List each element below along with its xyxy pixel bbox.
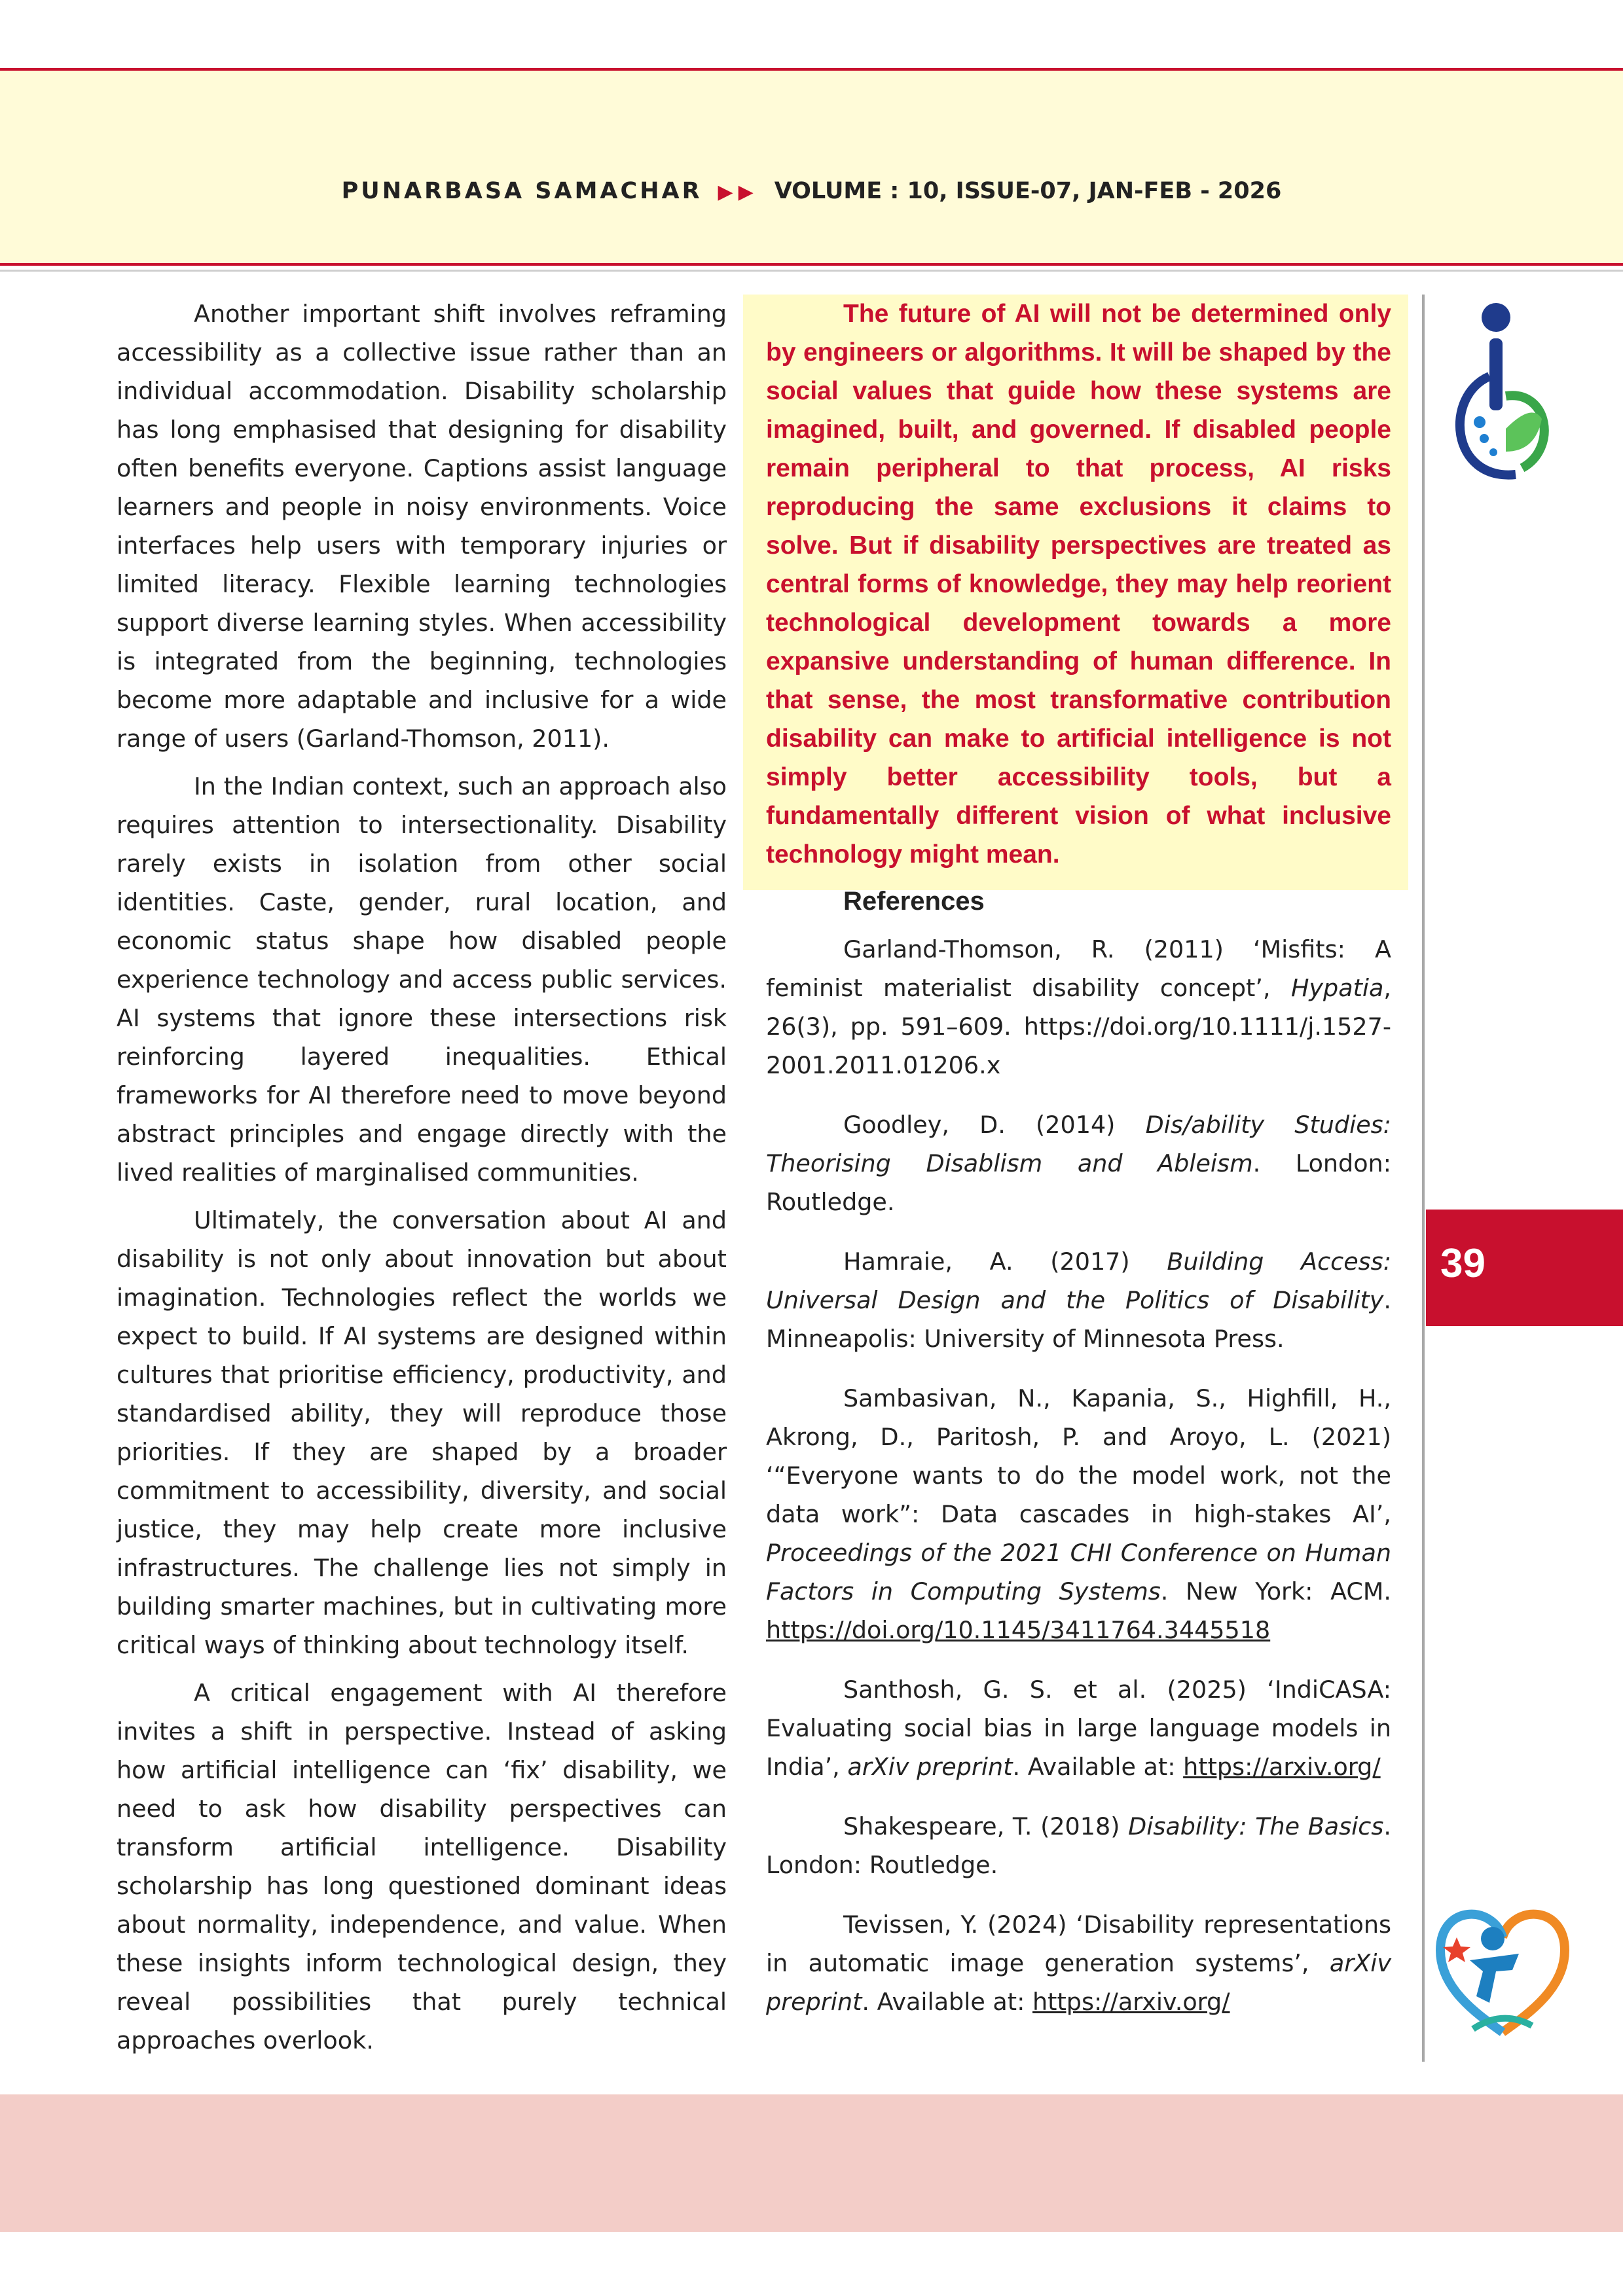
reference-item: Santhosh, G. S. et al. (2025) ‘IndiCASA: Evaluating social bias in large language models in India’, arXiv preprint. Available at: https://arxiv.org/ (766, 1676, 1391, 1781)
header-divider (0, 270, 1623, 272)
running-header (0, 178, 1623, 204)
reference-item: Sambasivan, N., Kapania, S., Highfill, H., Akrong, D., Paritosh, P. and Aroyo, L. (2021) ‘“Everyone wants to do the model work, not the data work”: Data cascades in high-stakes AI’, Proceedings of the 2021 CHI Conference on Human Factors in Computing Systems. New York: ACM. https://doi.org/10.1145/3411764.3445518 (766, 1384, 1392, 1644)
issue-info: VOLUME : 10, ISSUE-07, JAN-FEB - 2026 (774, 178, 1282, 204)
body-paragraph: A critical engagement with AI therefore invites a shift in perspective. Instead of asking how artificial intelligence can ‘fix’ disability, we need to ask how disability perspectives can transform artificial intelligence. Disability scholarship has long questioned dominant ideas about normality, independence, and value. When these insights inform technological design, they reveal possibilities that purely technical approaches overlook. (117, 1679, 727, 2054)
publication-name: PUNARBASA SAMACHAR (341, 178, 702, 204)
reference-item: Garland-Thomson, R. (2011) ‘Misfits: A feminist materialist disability concept’, Hypatia, 26(3), pp. 591–609. https://doi.org/10.1111/j.1527-2001.2011.01206.x (766, 935, 1391, 1079)
references-heading: References (843, 887, 985, 916)
arrow-icon: ▶▶ (718, 181, 759, 204)
body-paragraph: Ultimately, the conversation about AI and disability is not only about innovation but about imagination. Technologies reflect the worlds we expect to build. If AI systems are designed within cultures that prioritise efficiency, productivity, and standardised ability, they will reproduce those priorities. If they are shaped by a broader commitment to accessibility, diversity, and social justice, they may help create more inclusive infrastructures. The challenge lies not simply in building smarter machines, but in cultivating more critical ways of thinking about technology itself. (117, 1206, 727, 1659)
margin-rule (1422, 295, 1425, 2062)
body-paragraph: In the Indian context, such an approach also requires attention to intersectionality. Disability rarely exists in isolation from other social identities. Caste, gender, rural location, and economic status shape how disabled people experience technology and access public services. AI systems that ignore these intersections risk reinforcing layered inequalities. Ethical frameworks for AI therefore need to move beyond abstract principles and engage directly with the lived realities of marginalised communities. (117, 772, 727, 1187)
reference-item: Shakespeare, T. (2018) Disability: The Basics. London: Routledge. (766, 1812, 1391, 1879)
left-column (117, 295, 727, 2069)
page-number: 39 (1440, 1241, 1486, 1286)
highlight-text: The future of AI will not be determined only by engineers or algorithms. It will be shaped by the social values that guide how these systems are imagined, built, and governed. If disabled people remain peripheral to that process, AI risks reproducing the same exclusions it claims to solve. But if disability perspectives are treated as central forms of knowledge, they may help reorient technological development towards a more expansive understanding of human difference. In that sense, the most transformative contribution disability can make to artificial intelligence is not simply better accessibility tools, but a fundamentally different vision of what inclusive technology might mean. (766, 300, 1391, 869)
reference-item: Tevissen, Y. (2024) ‘Disability representations in automatic image generation systems’, arXiv preprint. Available at: https://arxiv.org/ (766, 1910, 1391, 2016)
footer-band (0, 2094, 1623, 2232)
reference-item: Hamraie, A. (2017) Building Access: Universal Design and the Politics of Disability. Minneapolis: University of Minnesota Press. (766, 1247, 1391, 1353)
reference-link[interactable]: https://arxiv.org/ (1032, 1988, 1230, 2016)
reference-item: Goodley, D. (2014) Dis/ability Studies: Theorising Disablism and Ableism. London: Routledge. (766, 1111, 1391, 1216)
references-section (766, 882, 1391, 2042)
wheelchair-logo-icon (1444, 298, 1555, 494)
heart-figure-logo-icon (1434, 1898, 1571, 2049)
body-paragraph: Another important shift involves reframing accessibility as a collective issue rather than an individual accommodation. Disability scholarship has long emphasised that designing for disability often benefits everyone. Captions assist language learners and people in noisy environments. Voice interfaces help users with temporary injuries or limited literacy. Flexible learning technologies support diverse learning styles. When accessibility is integrated from the beginning, technologies become more adaptable and inclusive for a wide range of users (Garland-Thomson, 2011). (117, 300, 727, 753)
reference-link[interactable]: https://arxiv.org/ (1183, 1753, 1381, 1781)
header-band (0, 68, 1623, 266)
reference-link[interactable]: https://doi.org/10.1145/3411764.3445518 (766, 1616, 1271, 1644)
